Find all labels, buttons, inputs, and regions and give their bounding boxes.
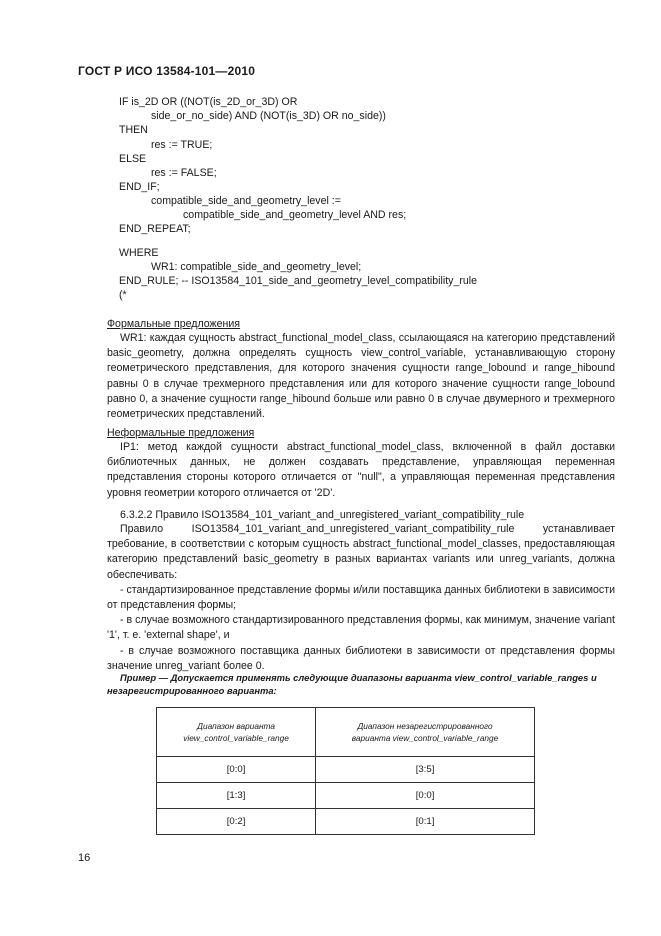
code-line: WR1: compatible_side_and_geometry_level; (151, 261, 362, 273)
list-item: - в случае возможного поставщика данных библиотеки в зависимости от представления формы значение unreg_variant более 0. (107, 644, 615, 672)
example-note (107, 671, 617, 697)
header-line: Диапазон незарегистрированного (357, 720, 493, 731)
table-cell: [0:0] (316, 783, 535, 809)
code-line: res := FALSE; (151, 167, 217, 179)
code-line: (* (119, 289, 127, 301)
table-header-cell (157, 708, 316, 757)
informal-heading: Неформальные предложения (107, 427, 255, 439)
formal-text (107, 331, 615, 422)
table-cell: [0:0] (157, 757, 316, 783)
code-line: IF is_2D OR ((NOT(is_2D_or_3D) OR (119, 96, 298, 108)
list-item: - в случае возможного стандартизированного представления формы, как минимум, значение variant '1', т. е. 'external shape', и (107, 614, 615, 642)
formal-heading: Формальные предложения (107, 318, 241, 330)
table-row (157, 757, 535, 783)
formal-paragraph: WR1: каждая сущность abstract_functional_model_class, ссылающаяся на категорию представлений basic_geometry, должна определять сущность view_control_variable, устанавливающую сторону геометрического представления, для которого значения сущности range_lobound и range_hibound равны 0 в случае трехмерного представления или для которого значение сущности range_lobound равно 0, а значение сущности range_hibound больше или равно 0 в случае двумерного и трехмерного геометрических представлений. (107, 332, 615, 421)
code-line: side_or_no_side) AND (NOT(is_3D) OR no_side)) (151, 110, 386, 122)
table-cell: [0:2] (157, 809, 316, 835)
table-cell: [0:1] (316, 809, 535, 835)
table-header-row (157, 708, 535, 757)
code-line: compatible_side_and_geometry_level := (151, 195, 341, 207)
code-line: THEN (119, 124, 148, 136)
table-cell: [3:5] (316, 757, 535, 783)
header-line: варианта view_control_variable_range (351, 733, 499, 743)
table-header-cell (316, 708, 535, 757)
code-line: compatible_side_and_geometry_level AND res; (183, 209, 407, 221)
header-line: Диапазон варианта (197, 720, 275, 731)
variant-ranges-table (156, 707, 535, 835)
code-line: ELSE (119, 153, 147, 165)
code-line: WHERE (119, 247, 159, 259)
table-row (157, 783, 535, 809)
list-item: - стандартизированное представление формы и/или поставщика данных библиотеки в зависимости от представления формы; (107, 583, 615, 612)
header-line: view_control_variable_range (183, 733, 289, 743)
page-number: 16 (78, 852, 91, 864)
informal-paragraph: IP1: метод каждой сущности abstract_functional_model_class, включенной в файл доставки библиотечных данных, не должен создавать представление, управляющая переменная представления стороны которого отличается от "null", а управляющая переменная представления уровня геометрии которого отличается от '2D'. (107, 441, 615, 499)
code-line: res := TRUE; (151, 139, 213, 151)
document-header: ГОСТ Р ИСО 13584-101—2010 (78, 64, 256, 78)
code-line: END_IF; (119, 181, 160, 193)
code-line: END_REPEAT; (119, 223, 191, 235)
section-body (107, 522, 615, 674)
section-intro: Правило ISO13584_101_variant_and_unregistered_variant_compatibility_rule устанавливает требование, в соответствии с которым сущность abstract_functional_model_classes, предоставляющая категорию представлений basic_geometry в разных вариантах variants или unreg_variants, должна обеспечивать: (107, 523, 615, 581)
example-text: Пример — Допускается применять следующие диапазоны варианта view_control_variable_ranges и незарегистрированного варианта: (107, 672, 597, 697)
table-row (157, 809, 535, 835)
section-heading: 6.3.2.2 Правило ISO13584_101_variant_and_unregistered_variant_compatibility_rule (120, 509, 525, 521)
code-line: END_RULE; -- ISO13584_101_side_and_geometry_level_compatibility_rule (119, 275, 478, 287)
table-cell: [1:3] (157, 783, 316, 809)
informal-text (107, 440, 615, 501)
